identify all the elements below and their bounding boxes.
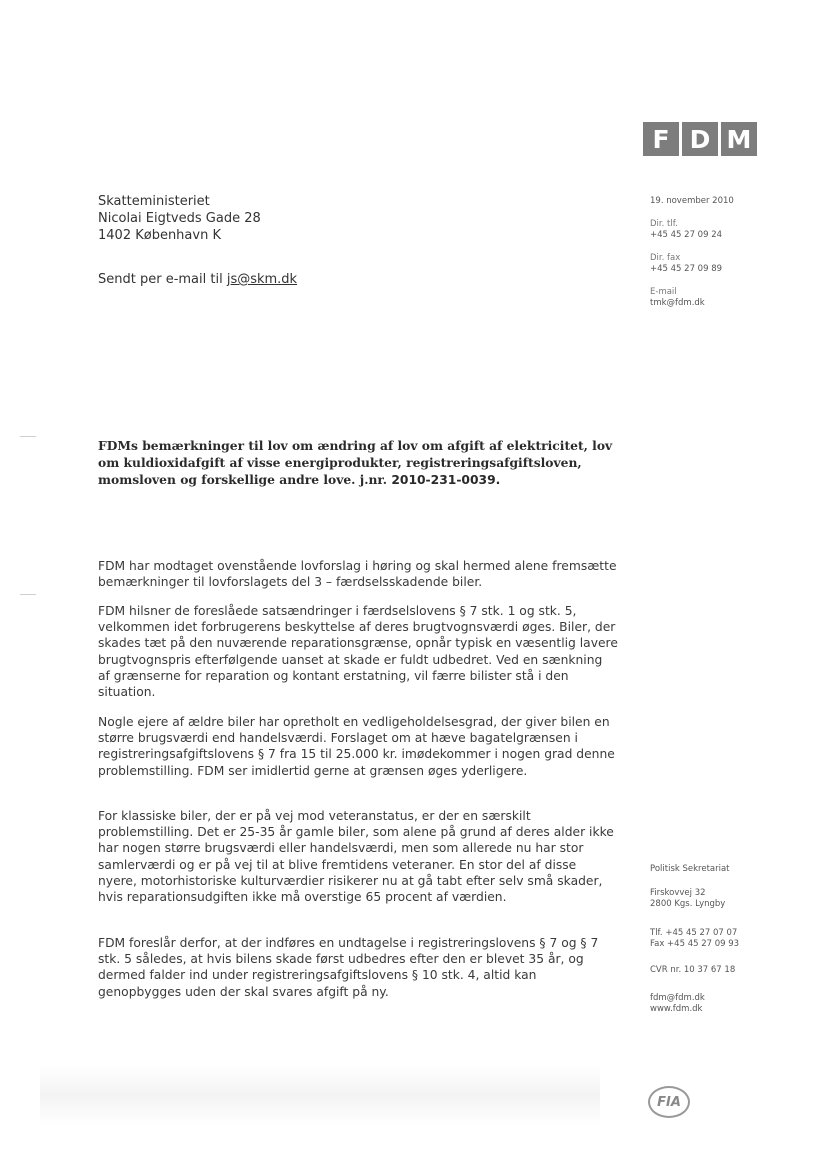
logo-letter-m: M (721, 122, 757, 156)
direct-phone-block (650, 219, 722, 241)
scan-smudge (40, 1065, 600, 1125)
letter-title (98, 437, 618, 489)
main-phone: Tlf. +45 45 27 07 07 (650, 928, 738, 938)
body-paragraph: For klassiske biler, der er på vej mod veteranstatus, er der en særskilt problemstilling. Det er 25-35 år gamle biler, som alene på grund af deres alder ikke har nogen større brugsværdi eller handelsværdi, men som allerede nu har stor samlerværdi og er på vej til at blive fremtidens veteraner. En stor del af disse nyere, motorhistoriske kulturværdier risikerer nu at gå tabt efter selv små skader, hvis reparationsudgiften ikke må overstige 65 procent af værdien. (98, 809, 614, 905)
body-paragraph: Nogle ejere af ældre biler har opretholt en vedligeholdelsesgrad, der giver bilen en større brugsværdi end handelsværdi. Forslaget om at hæve bagatelgrænsen i registreringsafgiftslovens § 7 fra 15 til 25.000 kr. imødekommer i nogen grad denne problemstilling. FDM ser imidlertid gerne at grænsen øges yderligere. (98, 715, 615, 778)
logo-letter-d: D (682, 122, 718, 156)
sent-prefix: Sendt per e-mail til (98, 272, 227, 287)
city-address: 2800 Kgs. Lyngby (650, 899, 726, 909)
letter-date: 19. november 2010 (650, 196, 734, 206)
margin-mark (20, 436, 36, 437)
postal-address (650, 888, 725, 910)
recipient-email-link[interactable]: js@skm.dk (226, 272, 298, 287)
department-name: Politisk Sekretariat (650, 864, 730, 874)
direct-phone: +45 45 27 09 24 (650, 230, 723, 240)
direct-fax-block (650, 253, 722, 275)
sender-email: tmk@fdm.dk (650, 298, 705, 308)
body-paragraph: FDM har modtaget ovenstående lovforslag i høring og skal hermed alene fremsætte bemærkninger til lovforslagets del 3 – færdselsskadende biler. (98, 559, 617, 590)
main-fax: Fax +45 45 27 09 93 (650, 939, 740, 949)
body-paragraph: FDM hilsner de foreslåede satsændringer i færdselslovens § 7 stk. 1 og stk. 5, velkommen idet forbrugerens beskyttelse af deres brugtvognsværdi øges. Biler, der skades tæt på den nuværende reparationsgrænse, opnår typisk en væsentlig lavere brugtvognspris efterfølgende uanset at skade er fuldt udbedret. Ved en sænkning af grænserne for reparation og kontant erstatning, vil færre bilister stå i den situation. (98, 604, 618, 700)
recipient-city: 1402 København K (98, 228, 221, 243)
fia-logo: FIA (648, 1086, 690, 1118)
direct-fax-label: Dir. fax (650, 253, 681, 263)
margin-mark (20, 594, 36, 595)
general-email: fdm@fdm.dk (650, 993, 705, 1003)
sent-by-email-line (98, 272, 297, 287)
main-contact (650, 928, 739, 950)
email-label: E-mail (650, 287, 677, 297)
title-reference: 2010-231-0039. (391, 473, 501, 487)
title-text: FDMs bemærkninger til lov om ændring af lov om afgift af elektricitet, lov om kuldioxidafgift af visse energiprodukter, registreringsafgiftsloven, momsloven og forskellige andre love. j.nr. (98, 438, 613, 487)
street-address: Firskovvej 32 (650, 888, 706, 898)
body-paragraph: FDM foreslår derfor, at der indføres en undtagelse i registreringslovens § 7 og § 7 stk. 5 således, at hvis bilens skade først udbedres efter den er blevet 35 år, og dermed falder ind under registreringsafgiftslovens § 10 stk. 4, altid kan genopbygges uden der skal svares afgift på ny. (98, 936, 599, 999)
recipient-street: Nicolai Eigtveds Gade 28 (98, 211, 261, 226)
logo-letter-f: F (643, 122, 679, 156)
fdm-logo (643, 122, 757, 156)
web-contact (650, 993, 705, 1015)
cvr-number: CVR nr. 10 37 67 18 (650, 965, 736, 975)
direct-phone-label: Dir. tlf. (650, 219, 678, 229)
website: www.fdm.dk (650, 1004, 703, 1014)
recipient-address (98, 193, 261, 244)
email-block (650, 287, 705, 309)
direct-fax: +45 45 27 09 89 (650, 264, 723, 274)
recipient-name: Skatteministeriet (98, 194, 210, 209)
